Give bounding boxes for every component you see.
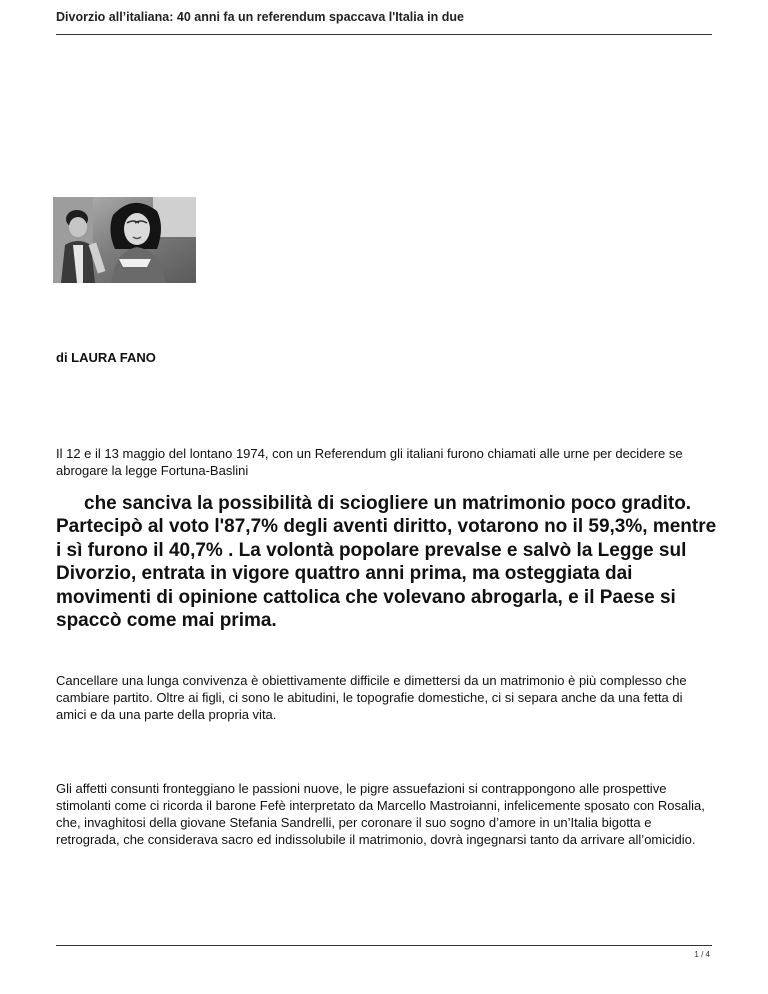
header-divider [56,34,712,35]
article-photo [53,197,196,283]
page-number: 1 / 4 [694,950,710,959]
document-title: Divorzio all’italiana: 40 anni fa un referendum spaccava l'Italia in due [56,10,464,24]
article-paragraph: Gli affetti consunti fronteggiano le passioni nuove, le pigre assuefazioni si contrappongono alle prospettive stimolanti come ci ricorda il barone Fefè interpretato da Marcello Mastroianni, infelicemente sposato con Rosalia, che, invaghitosi della giovane Stefania Sandrelli, per coronare il suo sogno d’amore in un’Italia bigotta e retrograda, che considerava sacro ed indissolubile il matrimonio, dovrà ingegnarsi tanto da arrivare all’omicidio. [56,781,705,847]
article-paragraph: Il 12 e il 13 maggio del lontano 1974, con un Referendum gli italiani furono chiamati alle urne per decidere se abrogare la legge Fortuna-Baslini [56,446,683,478]
article-paragraph: Cancellare una lunga convivenza è obiettivamente difficile e dimettersi da un matrimonio è più complesso che cambiare partito. Oltre ai figli, ci sono le abitudini, le topografie domestiche, ci si separa anche da una fetta di amici e da una parte della propria vita. [56,673,687,722]
article-highlight-paragraph: che sanciva la possibilità di sciogliere un matrimonio poco gradito. Partecipò al voto l'87,7% degli aventi diritto, votarono no il 59,3%, mentre i sì furono il 40,7% . La volontà popolare prevalse e salvò la Legge sul Divorzio, entrata in vigore quattro anni prima, ma osteggiata dai movimenti di opinione cattolica che volevano abrogarla, e il Paese si spaccò come mai prima. [56,493,717,632]
author-byline: di LAURA FANO [56,350,156,365]
footer-divider [56,945,712,946]
